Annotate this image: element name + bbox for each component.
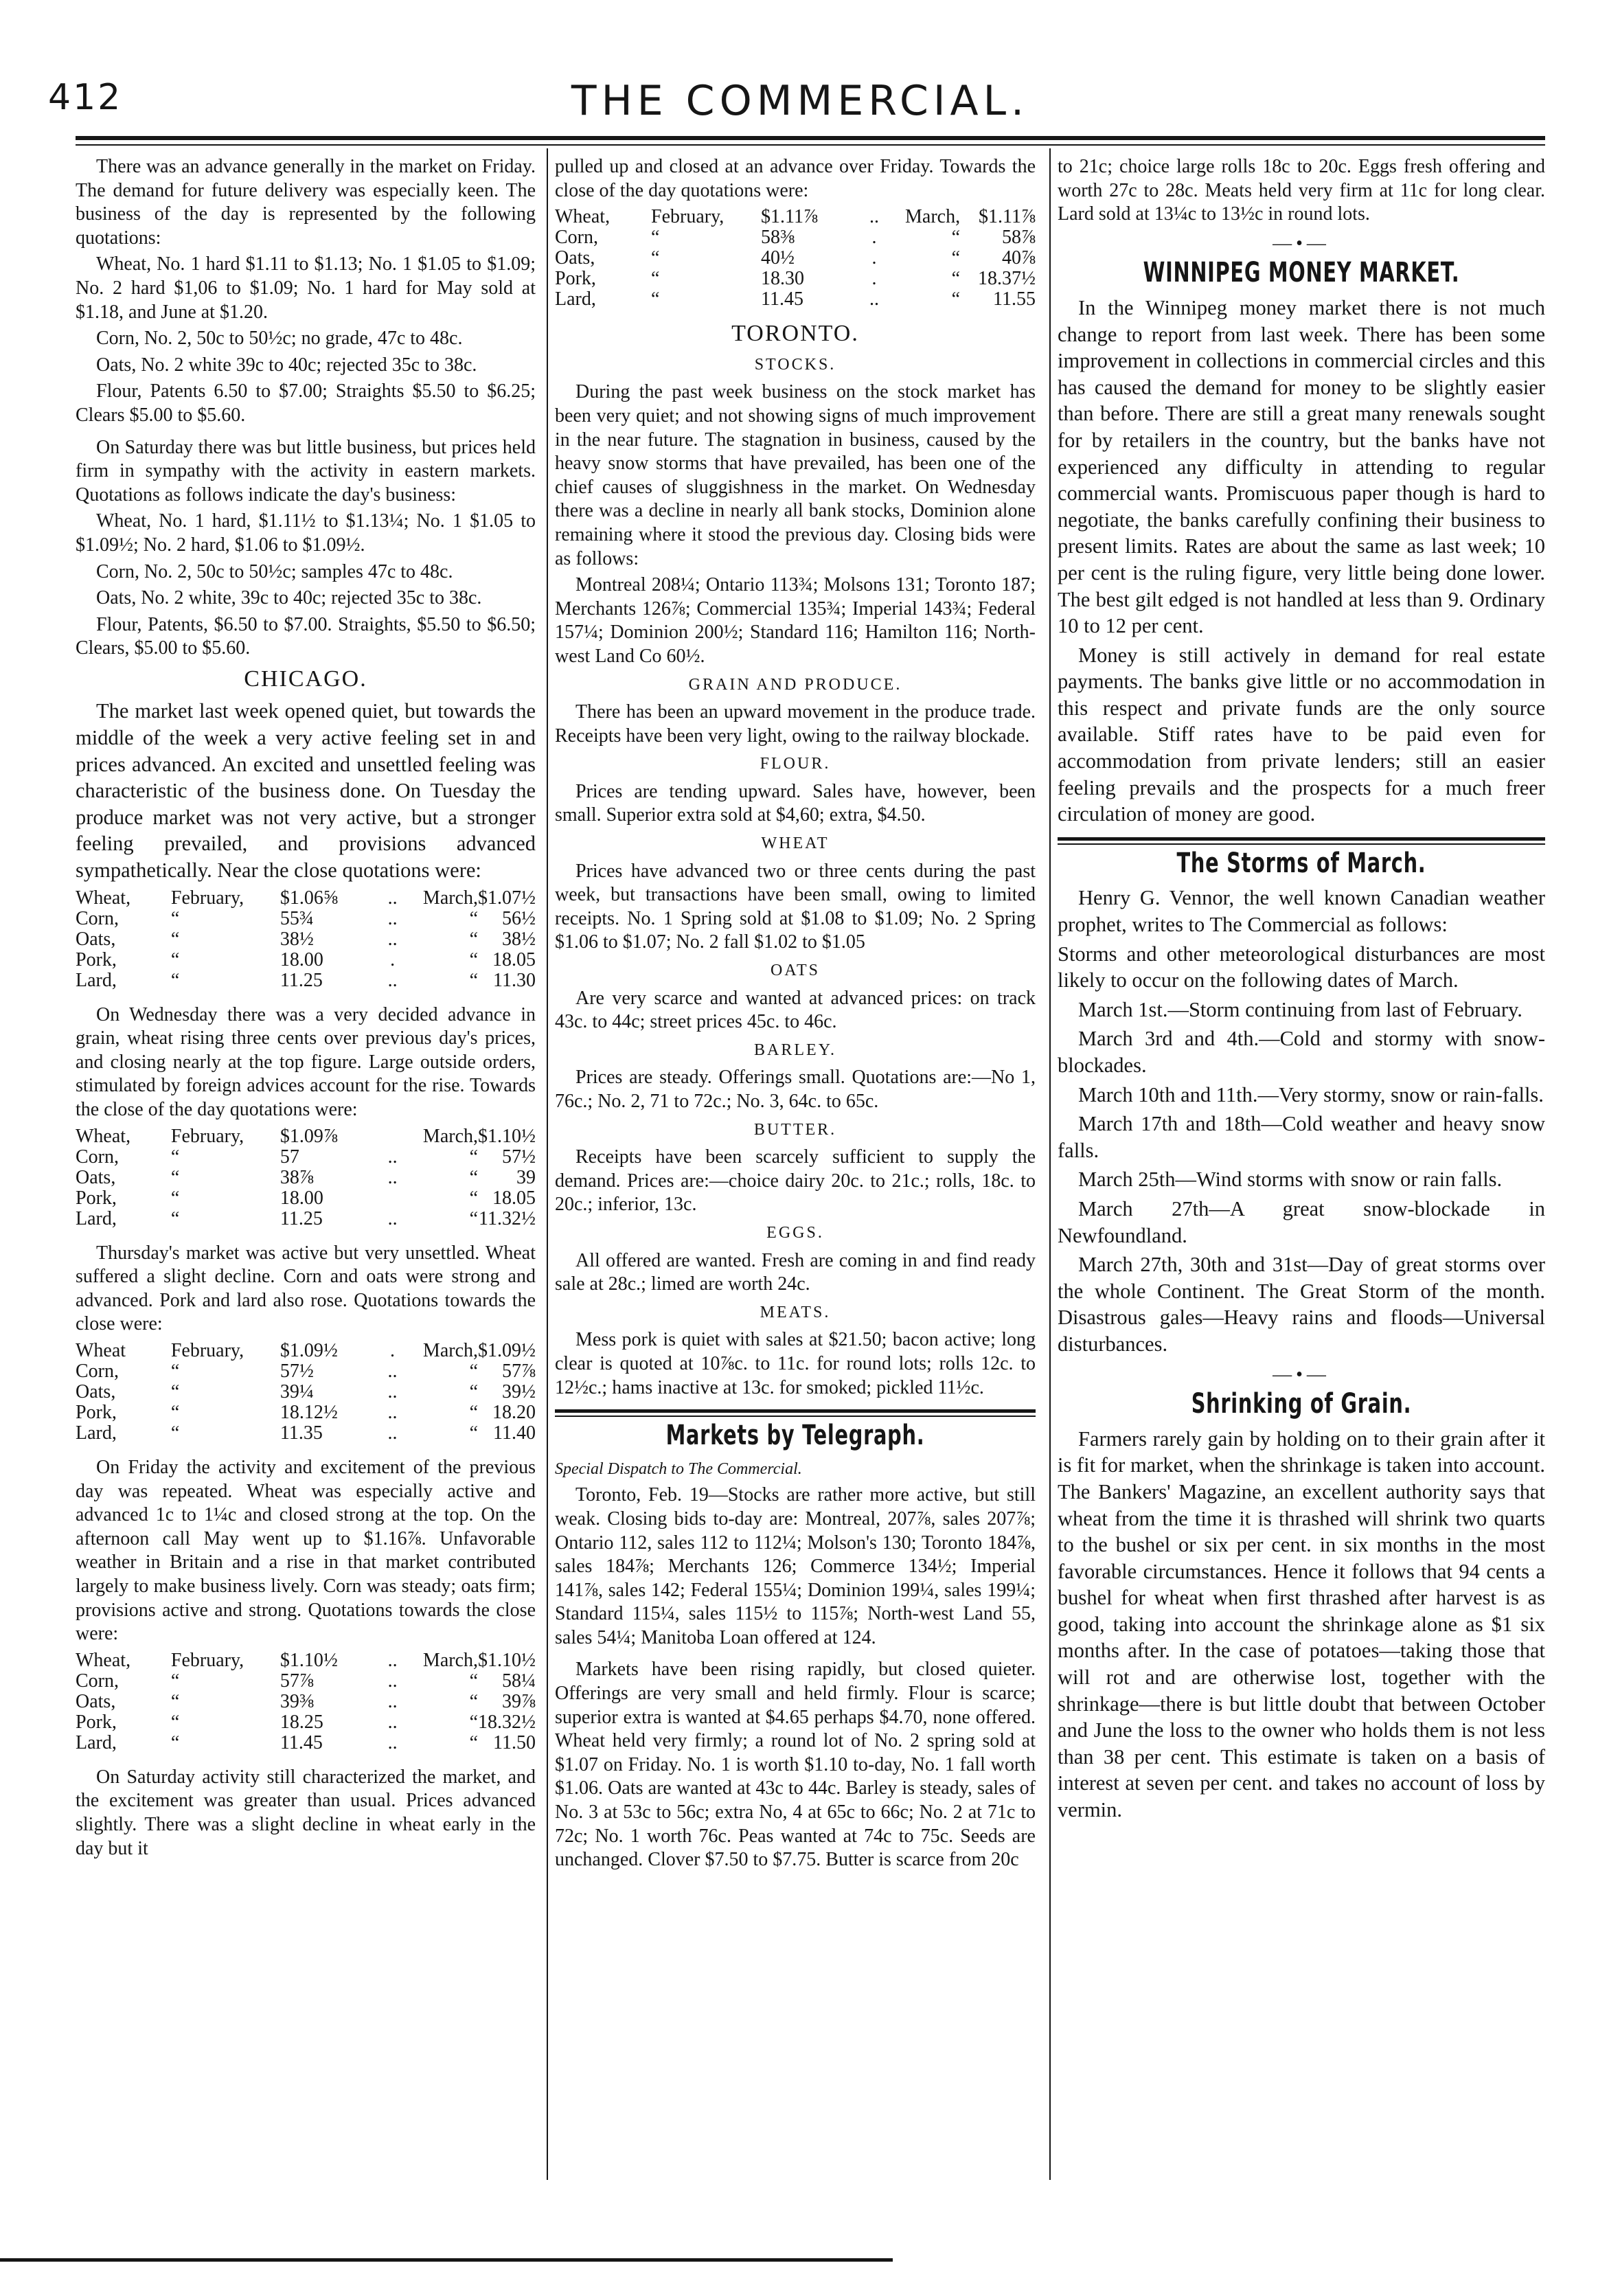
quote-row (555, 289, 1036, 310)
price-value: 18.05 (492, 948, 536, 970)
quote-row (555, 207, 1036, 227)
month-label: “ (469, 1187, 478, 1209)
quote-row (76, 929, 536, 950)
price-value: 18.05 (492, 1187, 536, 1209)
section-heading-storms: The Storms of March. (1176, 847, 1426, 879)
paragraph: Oats, No. 2 white 39c to 40c; rejected 35c to 38c. (96, 354, 477, 376)
paragraph: Thursday's market was active but very unsettled. Wheat suffered a slight decline. Corn and oats were strong and advanced. Pork and lard also rose. Quotations towards the close were: (76, 1242, 536, 1335)
price-value: 39¼ (279, 1380, 314, 1402)
quotes-table (555, 207, 1036, 310)
month-label: February, (170, 1339, 244, 1361)
price-value: 57½ (502, 1146, 536, 1168)
quote-row (76, 1361, 536, 1382)
list-item: March 27th—A great snow-blockade in Newfoundland. (1058, 1196, 1545, 1247)
month-label: March, (422, 1649, 478, 1671)
month-label: March, (422, 1125, 478, 1147)
subheading-barley: BARLEY. (754, 1041, 836, 1059)
month-label: “ (469, 1380, 478, 1402)
leader-dots: .. (387, 907, 398, 929)
quote-row (76, 1168, 536, 1188)
commodity-name: Lard, (555, 288, 596, 310)
price-value: 18.00 (279, 948, 323, 970)
commodity-name: Oats, (76, 1380, 116, 1402)
price-value: $1.09½ (279, 1339, 338, 1361)
leader-dots: .. (387, 1649, 398, 1671)
price-value: 11.25 (279, 1207, 323, 1229)
paragraph: The market last week opened quiet, but towards the middle of the week a very active feeling set in and prices advanced. An excited and unsettled feeling was characteristic of the business done. On Tuesday the produce market was not very active, but a stronger feeling prevailed, and provisions advanced sympathetically. Near the close quotations were: (76, 699, 536, 883)
leader-dots: .. (387, 1422, 398, 1444)
quote-row (76, 1209, 536, 1229)
page-header (48, 77, 1552, 139)
price-value: 18.30 (761, 268, 804, 290)
commodity-name: Pork, (76, 1711, 117, 1733)
commodity-name: Wheat, (76, 887, 131, 909)
column-divider (1049, 148, 1051, 2180)
footer-rule (0, 2258, 893, 2262)
leader-dots: .. (869, 288, 879, 310)
quotes-table (76, 1126, 536, 1229)
paragraph: Money is still actively in demand for real estate payments. The banks give little or no accommodation in this respect and private funds are the only source available. Stiff rates have to be paid even for accommodation from private lenders; still an easier feeling prevails and the prospects for a much freer circulation of money are good. (1058, 643, 1545, 826)
month-label: “ (651, 227, 660, 249)
price-value: 11.25 (279, 969, 323, 991)
price-value: 39⅞ (502, 1690, 536, 1712)
paragraph: Mess pork is quiet with sales at $21.50; bacon active; long clear is quoted at 10⅞c. to 11c. for round lots; rolls 12c. to 12½c.; hams inactive at 13c. for smoked; pickled 11½c. (555, 1329, 1036, 1398)
list-item: March 17th and 18th—Cold weather and heavy snow falls. (1058, 1112, 1545, 1162)
price-value: 18.20 (492, 1401, 536, 1423)
quotes-table (76, 1650, 536, 1753)
month-label: “ (170, 928, 180, 950)
paragraph: Receipts have been scarcely sufficient to supply the demand. Prices are:—choice dairy 20c. to 21c.; rolls, 18c. to 20c.; inferior, 13c. (555, 1146, 1036, 1216)
month-label: “ (170, 1360, 180, 1382)
leader-dots (362, 1126, 423, 1147)
paragraph: On Friday the activity and excitement of the previous day was repeated. Wheat was especially active and advanced 1c to 1¼c and closed strong at the top. On the afternoon call May went up to $1.16⅞. Unfavorable weather in Britain and a rise in that market contributed largely to make business lively. Corn was steady; oats firm; provisions active and strong. Quotations towards the close were: (76, 1456, 536, 1645)
leader-dots: .. (387, 1670, 398, 1692)
paragraph: Farmers rarely gain by holding on to their grain after it is fit for market, when the shrinkage is taken into account. The Bankers' Magazine, an excellent authority says that wheat from the time it is thrashed will shrink two quarts to the bushel or six per cent. in six months in the most favorable circumstances. Hence it follows that 94 cents a bushel for wheat when first thrashed after harvest is as good, taking into account the shrinkage alone as $1 six months after. In the case of potatoes—taking those that will rot and are otherwise lost, together with the shrinkage—there is but little doubt that between October and June the loss to the owner who holds them is not less than 38 per cent. This estimate is taken on a basis of interest at seven per cent. and takes no account of loss by vermin. (1058, 1427, 1545, 1822)
subheading-oats: OATS (770, 962, 820, 980)
list-item: March 25th—Wind storms with snow or rain falls. (1078, 1168, 1503, 1192)
dispatch-line: Special Dispatch to The Commercial. (555, 1459, 802, 1478)
price-value: 18.37½ (978, 268, 1036, 290)
price-value: 38½ (502, 928, 536, 950)
price-value: 18.12½ (279, 1401, 338, 1423)
quotes-table (76, 1341, 536, 1444)
month-label: “ (469, 1670, 478, 1692)
paragraph: Corn, No. 2, 50c to 50½c; samples 47c to 48c. (96, 560, 453, 582)
price-value: 39½ (502, 1380, 536, 1402)
price-value: $1.10½ (478, 1125, 536, 1147)
leader-dots: .. (387, 1401, 398, 1423)
month-label: “ (469, 1166, 478, 1188)
paragraph: Flour, Patents, $6.50 to $7.00. Straights, $5.50 to $6.50; Clears, $5.00 to $5.60. (76, 613, 536, 659)
paragraph: On Saturday there was but little business, but prices held firm in sympathy with the activity in eastern markets. Quotations as follows indicate the day's business: (76, 436, 536, 505)
masthead-title: THE COMMERCIAL. (571, 77, 1029, 125)
paragraph: On Wednesday there was a very decided advance in grain, wheat rising three cents over previous day's prices, and closing nearly at the top figure. Large outside orders, stimulated by foreign advices account for the rise. Towards the close of the day quotations were: (76, 1003, 536, 1120)
leader-dots (362, 1188, 423, 1209)
month-label: “ (469, 969, 478, 991)
month-label: February, (170, 1649, 244, 1671)
quotes-table (76, 888, 536, 991)
paragraph: pulled up and closed at an advance over Friday. Towards the close of the day quotations were: (555, 156, 1036, 201)
section-heading-chicago: CHICAGO. (244, 666, 367, 692)
paragraph: to 21c; choice large rolls 18c to 20c. Eggs fresh offering and worth 27c to 28c. Meats held very firm at 11c for long clear. Lard sold at 13¼c to 13½c in round lots. (1058, 156, 1545, 225)
leader-dots: . (871, 227, 877, 249)
price-value: 39 (516, 1166, 536, 1188)
price-value: 11.32½ (479, 1207, 536, 1229)
paragraph: Corn, No. 2, 50c to 50½c; no grade, 47c to 48c. (96, 328, 463, 350)
section-rule (555, 1409, 1036, 1417)
month-label: “ (469, 1207, 478, 1229)
paragraph: Are very scarce and wanted at advanced prices: on track 43c. to 44c; street prices 45c. to 46c. (555, 987, 1036, 1033)
leader-dots: .. (869, 206, 879, 228)
price-value: 58⅞ (1002, 227, 1036, 249)
month-label: “ (469, 1401, 478, 1423)
price-value: 11.55 (993, 288, 1036, 310)
price-value: 39⅜ (279, 1690, 314, 1712)
section-heading-money-market: WINNIPEG MONEY MARKET. (1143, 257, 1460, 289)
price-value: 57⅞ (502, 1360, 536, 1382)
subheading-stocks: STOCKS. (754, 355, 836, 374)
price-value: $1.07½ (478, 887, 536, 909)
column-2 (555, 155, 1036, 1875)
section-heading-shrinking-grain: Shrinking of Grain. (1191, 1388, 1412, 1420)
quote-row (76, 1671, 536, 1692)
quote-row (76, 1147, 536, 1168)
price-value: 18.25 (279, 1711, 323, 1733)
month-label: “ (651, 288, 660, 310)
paragraph: In the Winnipeg money market there is not much change to report from last week. There has been some improvement in collections in commercial circles and this has caused the demand for money to be slightly easier than before. There are still a great many renewals sought for by retailers in the country, but the banks have not experienced any difficulty in attending to regular commercial wants. Promiscuous paper though is hard to negotiate, the banks carefully confining their business to present limits. Rates are about the same as last week; 10 per cent is the ruling figure, very little being done lower. The best gilt edged is not handled at less than 9. Ordinary 10 to 12 per cent. (1058, 295, 1545, 638)
page-number: 412 (48, 77, 123, 118)
paragraph: Wheat, No. 1 hard $1.11 to $1.13; No. 1 $1.05 to $1.09; No. 2 hard $1,06 to $1.09; No. 1 hard for May sold at $1.18, and June at $1.20. (76, 253, 536, 323)
month-label: “ (170, 1380, 180, 1402)
quote-row (555, 248, 1036, 269)
month-label: February, (170, 1125, 244, 1147)
paragraph: Oats, No. 2 white, 39c to 40c; rejected 35c to 38c. (96, 587, 482, 609)
month-label: “ (469, 907, 478, 929)
leader-dots: . (871, 247, 877, 269)
paragraph: Storms and other meteorological disturbances are most likely to occur on the following dates of March. (1058, 942, 1545, 992)
leader-dots: .. (387, 928, 398, 950)
leader-dots: .. (387, 1360, 398, 1382)
price-value: 11.45 (761, 288, 803, 310)
ornament-divider: —•— (1273, 232, 1330, 254)
price-value: $1.10½ (279, 1649, 338, 1671)
month-label: “ (170, 1690, 180, 1712)
leader-dots: .. (387, 1207, 398, 1229)
month-label: “ (469, 1146, 478, 1168)
price-value: 11.50 (493, 1731, 536, 1753)
storm-dates-list (1058, 997, 1545, 1358)
subheading-wheat: WHEAT (761, 834, 830, 853)
leader-dots: . (390, 948, 396, 970)
price-value: 18.32½ (478, 1711, 536, 1733)
quote-row (76, 1692, 536, 1712)
paragraph: Toronto, Feb. 19—Stocks are rather more active, but still weak. Closing bids to-day are: Montreal, 207⅞, sales 207⅞; Ontario 112, sales 112 to 112¼; Molson's 130; Toronto 184⅞, sales 184⅞; Merchants 126; Commerce 134½; Imperial 141⅞, sales 142; Federal 155¼; Dominion 199¼, sales 199¼; Standard 115¼, sales 115½ to 115⅞; North-west Land 55, sales 54¼; Manitoba Loan offered at 124. (555, 1484, 1036, 1648)
list-item: March 27th, 30th and 31st—Day of great storms over the whole Continent. The Great Storm of the month. Disastrous gales—Heavy rains and floods—Universal disturbances. (1058, 1253, 1545, 1356)
price-value: $1.06⅝ (279, 887, 338, 909)
month-label: “ (951, 247, 961, 269)
commodity-name: Corn, (76, 907, 119, 929)
quote-row (76, 970, 536, 991)
subheading-meats: MEATS. (760, 1303, 831, 1321)
commodity-name: Pork, (76, 948, 117, 970)
paragraph: Prices have advanced two or three cents during the past week, but transactions have been small, owing to limited receipts. No. 1 Spring sold at $1.08 to $1.09; No. 2 Spring $1.06 to $1.07; No. 2 fall $1.02 to $1.05 (555, 860, 1036, 953)
month-label: “ (170, 1146, 180, 1168)
month-label: “ (651, 268, 660, 290)
month-label: “ (170, 1207, 180, 1229)
month-label: “ (951, 288, 961, 310)
paragraph: During the past week business on the stock market has been very quiet; and not showing signs of much improvement in the near future. The stagnation in business, caused by the heavy snow storms that have prevailed, has been one of the chief causes of sluggishness in the market. On Wednesday there was a decline in nearly all bank stocks, Dominion alone remaining where it stood the previous day. Closing bids were as follows: (555, 381, 1036, 569)
commodity-name: Corn, (76, 1670, 119, 1692)
paragraph: On Saturday activity still characterized the market, and the excitement was greater than usual. Prices advanced slightly. There was a slight decline in wheat early in the day but it (76, 1766, 536, 1859)
month-label: “ (170, 969, 180, 991)
commodity-name: Lard, (76, 1422, 117, 1444)
price-value: 57½ (279, 1360, 314, 1382)
quote-row (76, 1423, 536, 1444)
month-label: March, (422, 1339, 478, 1361)
paragraph: Henry G. Vennor, the well known Canadian weather prophet, writes to The Commercial as follows: (1058, 886, 1545, 937)
list-item: March 10th and 11th.—Very stormy, snow or rain-falls. (1078, 1082, 1544, 1106)
month-label: March, (422, 887, 478, 909)
month-label: March, (905, 206, 961, 228)
commodity-name: Lard, (76, 1731, 117, 1753)
quote-row (76, 1341, 536, 1361)
month-label: “ (170, 1422, 180, 1444)
price-value: 11.35 (279, 1422, 323, 1444)
commodity-name: Pork, (76, 1401, 117, 1423)
commodity-name: Pork, (76, 1187, 117, 1209)
month-label: “ (469, 948, 478, 970)
price-value: 11.45 (279, 1731, 323, 1753)
month-label: “ (951, 268, 961, 290)
month-label: “ (170, 1401, 180, 1423)
ornament-divider: —•— (1273, 1363, 1330, 1385)
section-rule (1058, 837, 1545, 845)
column-3 (1058, 155, 1545, 1826)
leader-dots: .. (387, 1690, 398, 1712)
leader-dots: .. (387, 969, 398, 991)
column-1 (76, 155, 536, 1863)
leader-dots: .. (387, 1731, 398, 1753)
quote-row (555, 269, 1036, 289)
section-heading-telegraph: Markets by Telegraph. (665, 1420, 925, 1452)
month-label: “ (951, 227, 961, 249)
quote-row (76, 1650, 536, 1671)
subheading-butter: BUTTER. (753, 1120, 837, 1139)
commodity-name: Lard, (76, 1207, 117, 1229)
price-value: 58⅜ (761, 227, 795, 249)
commodity-name: Wheat (76, 1339, 126, 1361)
paragraph: Flour, Patents 6.50 to $7.00; Straights $5.50 to $6.25; Clears $5.00 to $5.60. (76, 380, 536, 426)
quote-row (76, 888, 536, 909)
leader-dots: .. (387, 1146, 398, 1168)
price-value: 38⅞ (279, 1166, 314, 1188)
quote-row (76, 1712, 536, 1733)
month-label: “ (469, 1711, 478, 1733)
quote-row (76, 1402, 536, 1423)
subheading-flour: FLOUR. (760, 755, 831, 773)
price-value: 40⅞ (1002, 247, 1036, 269)
price-value: 18.00 (279, 1187, 323, 1209)
paragraph: There was an advance generally in the market on Friday. The demand for future delivery was especially keen. The business of the day is represented by the following quotations: (76, 156, 536, 249)
month-label: “ (469, 1422, 478, 1444)
paragraph: There has been an upward movement in the produce trade. Receipts have been very light, owing to the railway blockade. (555, 701, 1036, 747)
price-value: $1.11⅞ (979, 206, 1036, 228)
price-value: 55¾ (279, 907, 314, 929)
leader-dots: .. (387, 1166, 398, 1188)
price-value: 57⅞ (279, 1670, 314, 1692)
month-label: “ (469, 1360, 478, 1382)
quote-row (76, 1733, 536, 1753)
price-value: 57 (279, 1146, 299, 1168)
commodity-name: Corn, (76, 1360, 119, 1382)
quote-row (76, 1382, 536, 1402)
commodity-name: Oats, (76, 1690, 116, 1712)
list-item: March 1st.—Storm continuing from last of February. (1078, 997, 1522, 1021)
commodity-name: Wheat, (555, 206, 611, 228)
subheading-eggs: EGGS. (766, 1223, 824, 1242)
quote-row (76, 1126, 536, 1147)
month-label: “ (170, 1670, 180, 1692)
commodity-name: Oats, (76, 1166, 116, 1188)
price-value: 58¼ (502, 1670, 536, 1692)
header-rule-thin (76, 144, 1545, 146)
commodity-name: Wheat, (76, 1649, 131, 1671)
price-value: 56½ (502, 907, 536, 929)
leader-dots: . (871, 268, 877, 290)
paragraph: Prices are tending upward. Sales have, however, been small. Superior extra sold at $4,60; extra, $4.50. (555, 780, 1036, 826)
month-label: “ (469, 928, 478, 950)
month-label: “ (170, 948, 180, 970)
price-value: $1.09½ (478, 1339, 536, 1361)
column-divider (547, 148, 548, 2180)
leader-dots: .. (387, 887, 398, 909)
commodity-name: Corn, (555, 227, 598, 249)
paragraph: Wheat, No. 1 hard, $1.11½ to $1.13¼; No. 1 $1.05 to $1.09½; No. 2 hard, $1.06 to $1.09½. (76, 510, 536, 556)
paragraph: Montreal 208¼; Ontario 113¾; Molsons 131; Toronto 187; Merchants 126⅞; Commercial 135¾; Imperial 143¾; Federal 157¼; Dominion 200½; Standard 116; Hamilton 116; North-west Land Co 60½. (555, 574, 1036, 667)
price-value: $1.11⅞ (761, 206, 818, 228)
quote-row (76, 950, 536, 970)
leader-dots: .. (387, 1380, 398, 1402)
header-rule (76, 136, 1545, 140)
quote-row (76, 1188, 536, 1209)
section-heading-toronto: TORONTO. (731, 321, 859, 347)
month-label: “ (469, 1731, 478, 1753)
commodity-name: Wheat, (76, 1125, 131, 1147)
quote-row (555, 227, 1036, 248)
month-label: “ (170, 1731, 180, 1753)
month-label: February, (170, 887, 244, 909)
list-item: March 3rd and 4th.—Cold and stormy with snow-blockades. (1058, 1027, 1545, 1077)
month-label: “ (469, 1690, 478, 1712)
commodity-name: Oats, (555, 247, 595, 269)
month-label: “ (170, 1711, 180, 1733)
commodity-name: Lard, (76, 969, 117, 991)
commodity-name: Pork, (555, 268, 596, 290)
quote-row (76, 909, 536, 929)
month-label: “ (170, 1187, 180, 1209)
price-value: 40½ (761, 247, 795, 269)
paragraph: Markets have been rising rapidly, but closed quieter. Offerings are very small and held firmly. Flour is scarce; superior extra is wanted at $4.65 perhaps $4.70, none offered. Wheat held very firmly; a round lot of No. 2 spring sold at $1.07 on Friday. No. 1 is worth $1.10 to-day, No. 1 fall worth $1.06. Oats are wanted at 43c to 44c. Barley is steady, sales of No. 3 at 53c to 56c; extra No, 4 at 65c to 66c; No. 2 at 71c to 72c; No. 1 worth 76c. Peas wanted at 74c to 75c. Seeds are unchanged. Clover $7.50 to $7.75. Butter is scarce from 20c (555, 1659, 1036, 1871)
price-value: 11.40 (493, 1422, 536, 1444)
month-label: February, (651, 206, 725, 228)
commodity-name: Oats, (76, 928, 116, 950)
subheading-grain: GRAIN AND PRODUCE. (688, 675, 902, 694)
price-value: $1.09⅞ (279, 1125, 338, 1147)
price-value: 11.30 (493, 969, 536, 991)
commodity-name: Corn, (76, 1146, 119, 1168)
month-label: “ (170, 907, 180, 929)
month-label: “ (651, 247, 660, 269)
paragraph: Prices are steady. Offerings small. Quotations are:—No 1, 76c.; No. 2, 71 to 72c.; No. 3, 64c. to 65c. (555, 1067, 1036, 1112)
price-value: $1.10½ (478, 1649, 536, 1671)
leader-dots: . (390, 1339, 396, 1361)
price-value: 38½ (279, 928, 314, 950)
leader-dots: .. (387, 1711, 398, 1733)
month-label: “ (170, 1166, 180, 1188)
paragraph: All offered are wanted. Fresh are coming in and find ready sale at 28c.; limed are worth 24c. (555, 1249, 1036, 1295)
